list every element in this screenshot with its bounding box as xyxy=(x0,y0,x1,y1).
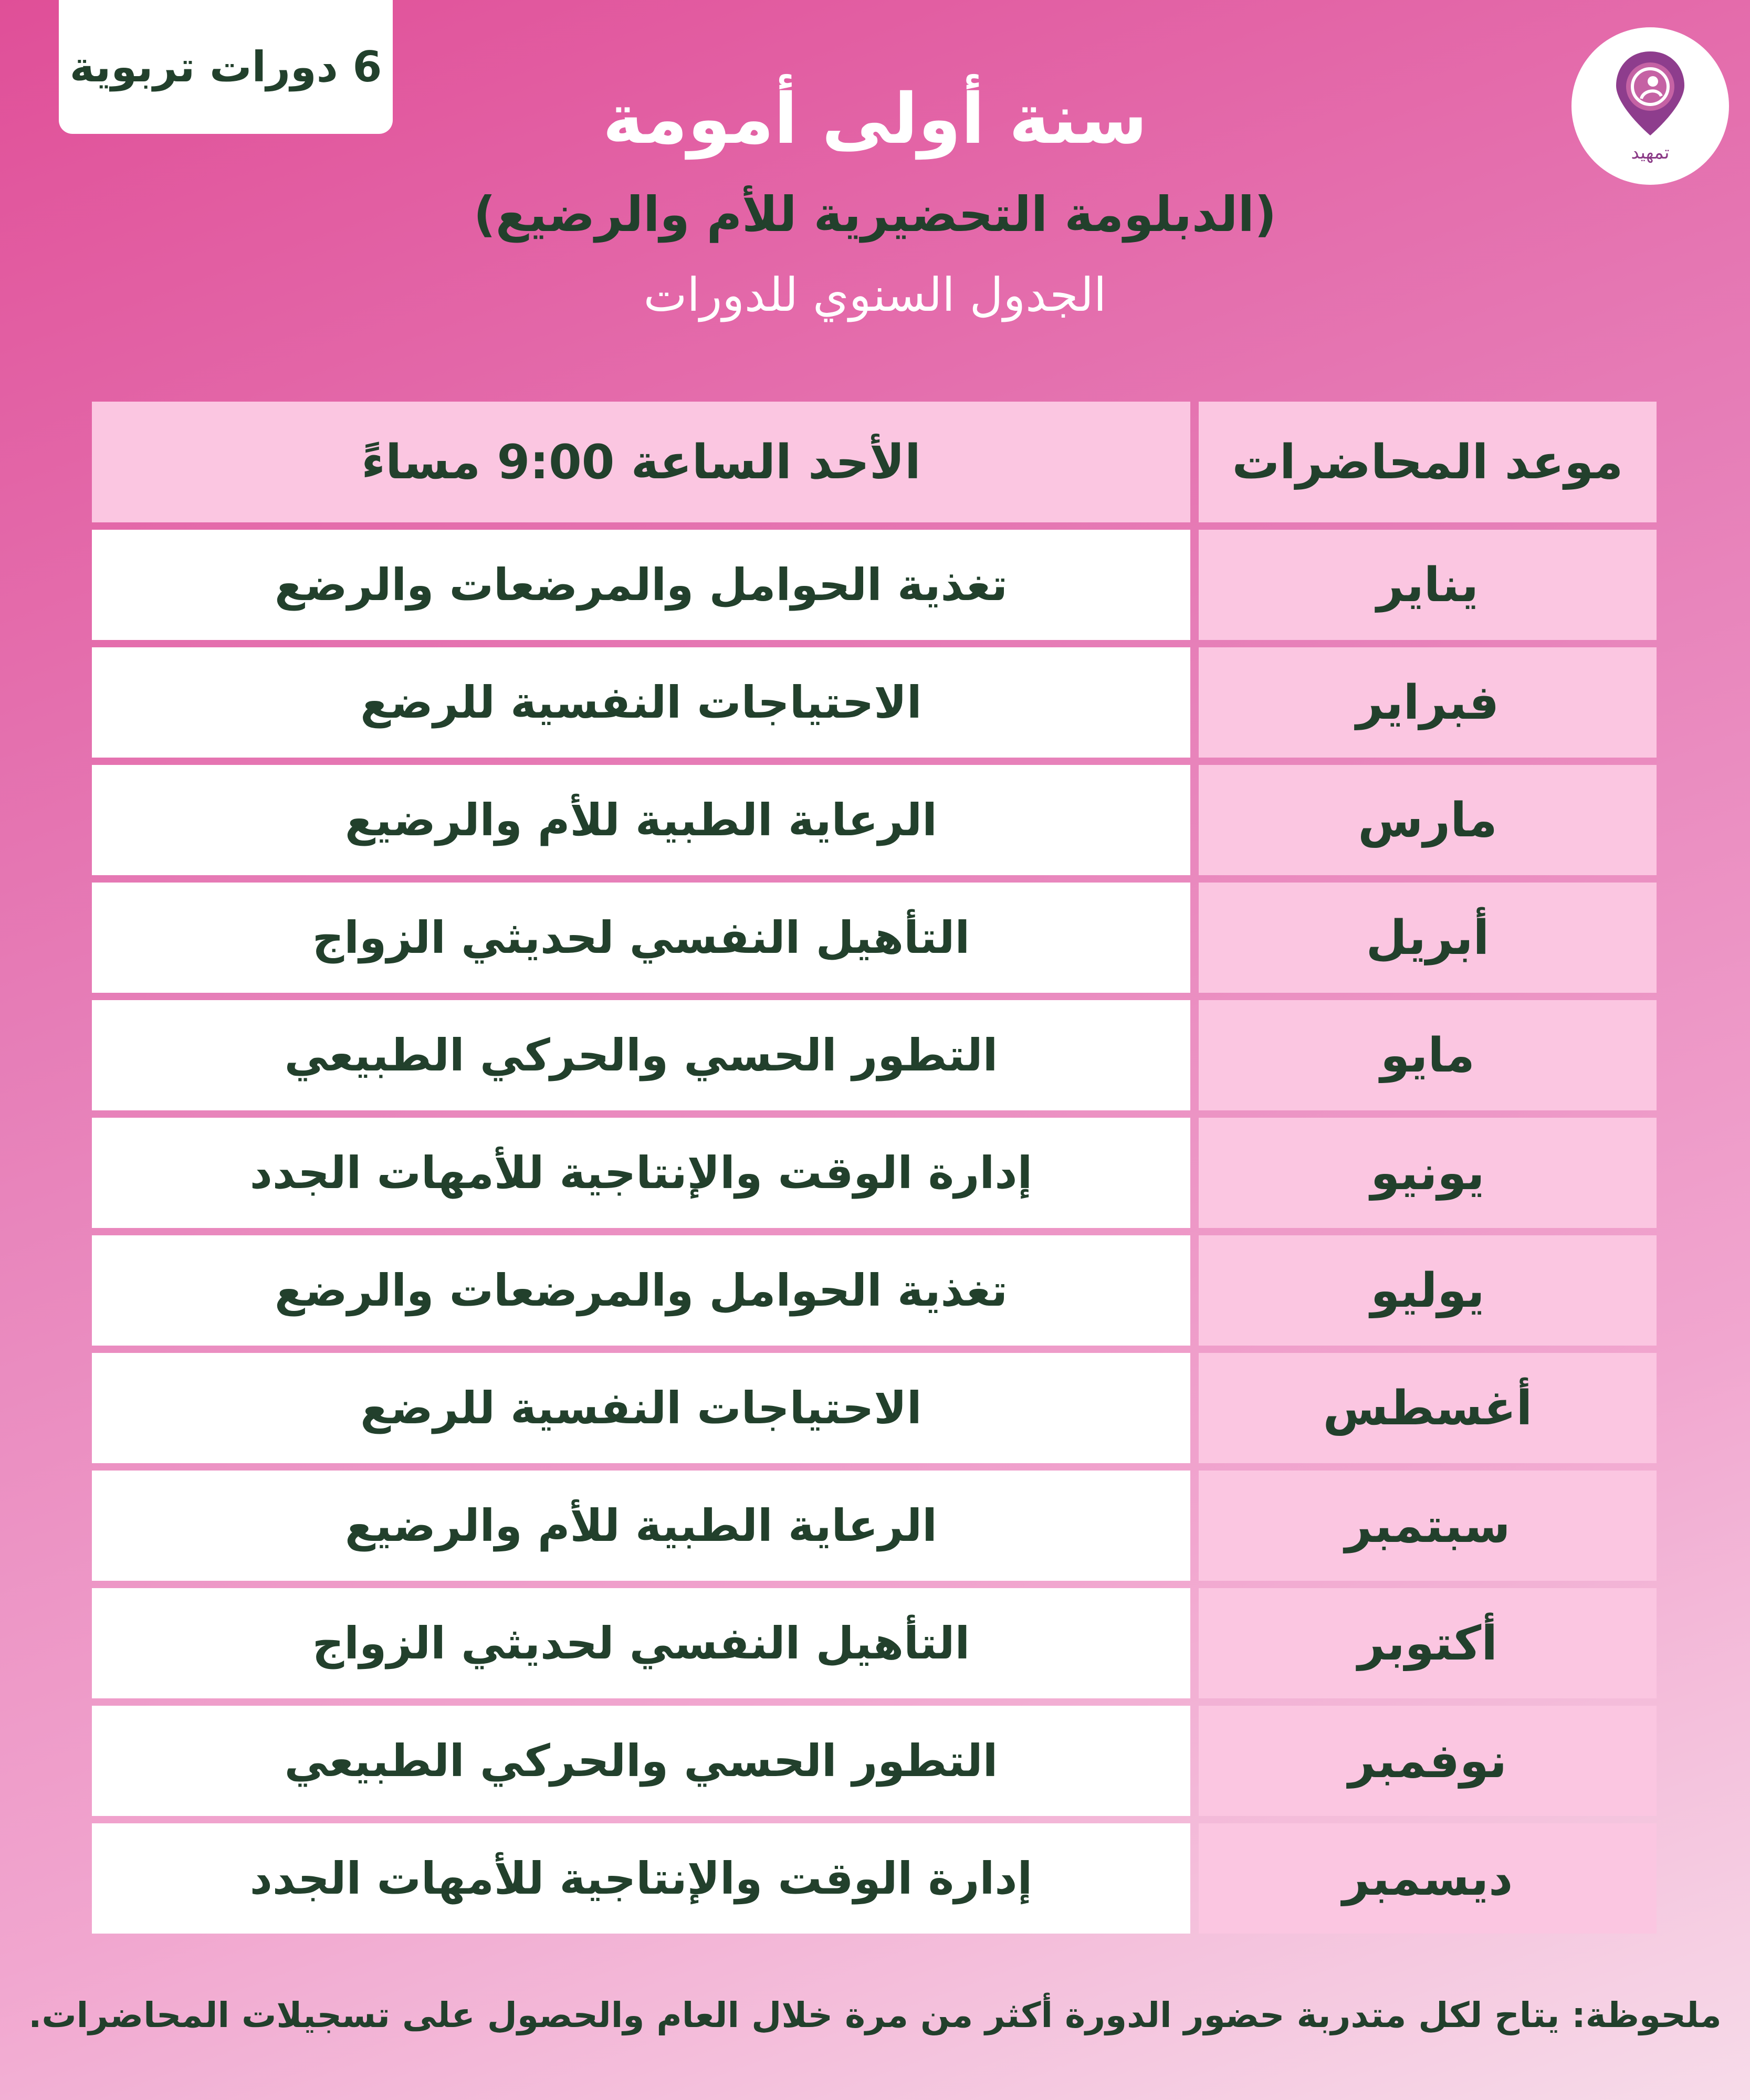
month-cell: يونيو xyxy=(1199,1118,1657,1228)
table-header-row xyxy=(92,402,1657,522)
logo-text: تمهيد xyxy=(1631,142,1670,163)
table-row xyxy=(92,1353,1657,1463)
footnote: ملحوظة: يتاح لكل متدربة حضور الدورة أكثر من مرة خلال العام والحصول على تسجيلات المحاضرات. xyxy=(28,1995,1722,2035)
month-cell: ديسمبر xyxy=(1199,1823,1657,1934)
course-cell: تغذية الحوامل والمرضعات والرضع xyxy=(92,1235,1190,1346)
course-cell: التأهيل النفسي لحديثي الزواج xyxy=(92,883,1190,993)
page-subtitle: (الدبلومة التحضيرية للأم والرضيع) xyxy=(473,186,1277,243)
month-cell: يناير xyxy=(1199,530,1657,640)
table-row xyxy=(92,1000,1657,1110)
month-cell: أكتوبر xyxy=(1199,1588,1657,1698)
course-cell: الاحتياجات النفسية للرضع xyxy=(92,1353,1190,1463)
month-cell: أبريل xyxy=(1199,883,1657,993)
table-row xyxy=(92,1235,1657,1346)
table-row xyxy=(92,765,1657,875)
course-cell: الرعاية الطبية للأم والرضيع xyxy=(92,1471,1190,1581)
month-cell: أغسطس xyxy=(1199,1353,1657,1463)
table-row xyxy=(92,883,1657,993)
course-cell: الاحتياجات النفسية للرضع xyxy=(92,647,1190,758)
table-row xyxy=(92,1588,1657,1698)
table-row xyxy=(92,1706,1657,1816)
course-cell: التأهيل النفسي لحديثي الزواج xyxy=(92,1588,1190,1698)
course-cell: الرعاية الطبية للأم والرضيع xyxy=(92,765,1190,875)
month-cell: مايو xyxy=(1199,1000,1657,1110)
schedule-caption: الجدول السنوي للدورات xyxy=(643,268,1107,322)
course-cell: التطور الحسي والحركي الطبيعي xyxy=(92,1706,1190,1816)
courses-count-badge: 6 دورات تربوية xyxy=(59,0,393,134)
table-row xyxy=(92,1823,1657,1934)
schedule-table xyxy=(92,402,1657,1941)
table-row xyxy=(92,647,1657,758)
course-cell: تغذية الحوامل والمرضعات والرضع xyxy=(92,530,1190,640)
course-cell: إدارة الوقت والإنتاجية للأمهات الجدد xyxy=(92,1118,1190,1228)
header-month-cell: موعد المحاضرات xyxy=(1199,402,1657,522)
month-cell: سبتمبر xyxy=(1199,1471,1657,1581)
page-title: سنة أولى أمومة xyxy=(602,79,1148,160)
month-cell: يوليو xyxy=(1199,1235,1657,1346)
course-cell: إدارة الوقت والإنتاجية للأمهات الجدد xyxy=(92,1823,1190,1934)
month-cell: نوفمبر xyxy=(1199,1706,1657,1816)
table-row xyxy=(92,1118,1657,1228)
course-cell: التطور الحسي والحركي الطبيعي xyxy=(92,1000,1190,1110)
header-time-cell: الأحد الساعة 9:00 مساءً xyxy=(92,402,1190,522)
month-cell: فبراير xyxy=(1199,647,1657,758)
month-cell: مارس xyxy=(1199,765,1657,875)
table-row xyxy=(92,1471,1657,1581)
table-row xyxy=(92,530,1657,640)
